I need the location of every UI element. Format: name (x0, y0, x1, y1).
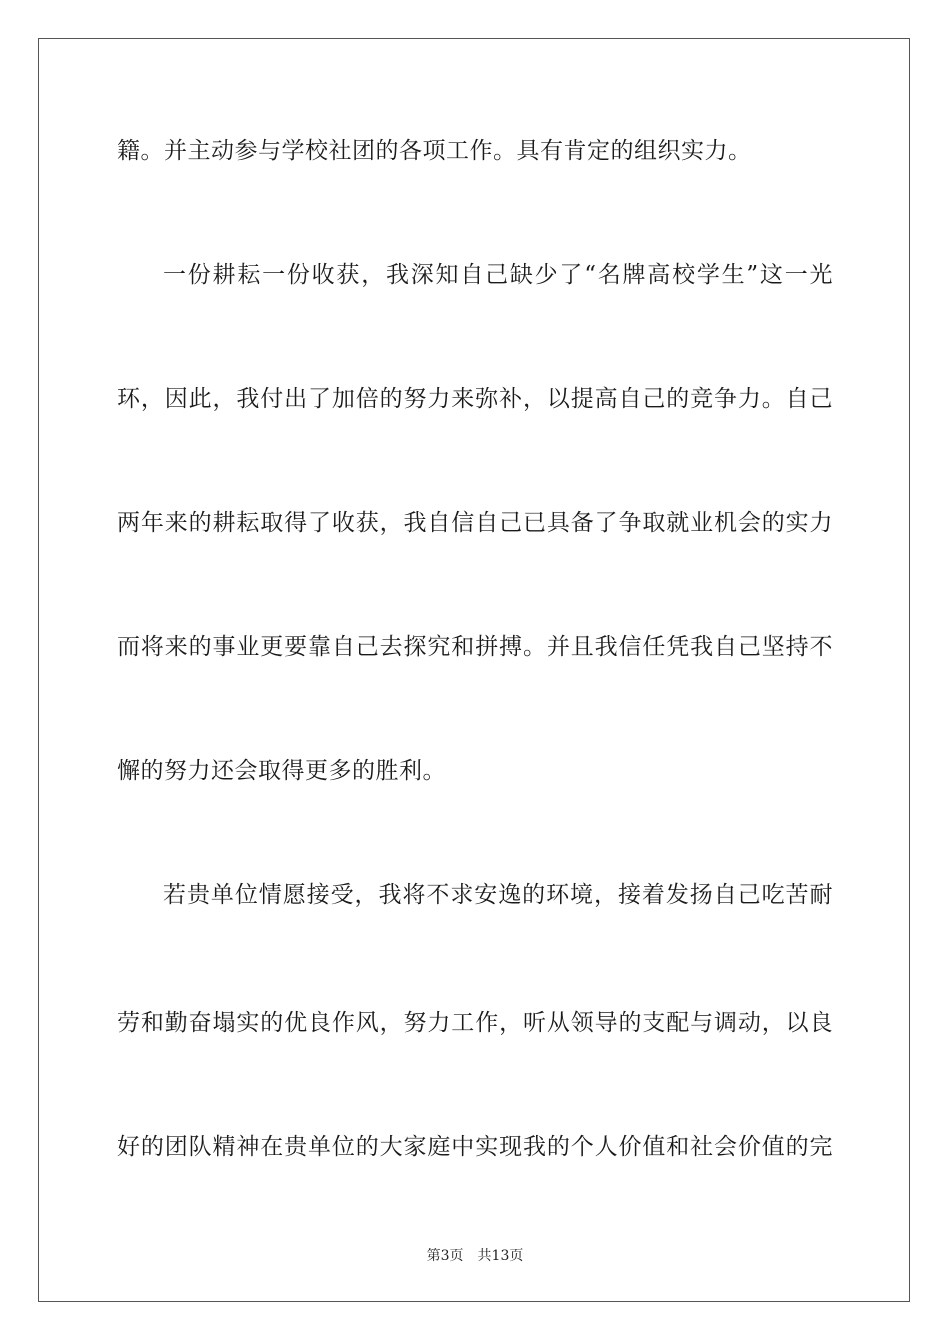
text-line: 两年来的耕耘取得了收获，我自信自己已具备了争取就业机会的实力 (117, 510, 833, 536)
paragraph-first-line: 一份耕耘一份收获，我深知自己缺少了“名牌高校学生”这一光 (163, 262, 833, 288)
page-total: 共13页 (477, 1248, 524, 1264)
text-line: 而将来的事业更要靠自己去探究和拼搏。并且我信任凭我自己坚持不 (117, 634, 833, 660)
page-footer (0, 1247, 950, 1265)
page-number: 第3页 (426, 1248, 464, 1264)
text-line: 好的团队精神在贵单位的大家庭中实现我的个人价值和社会价值的完 (117, 1134, 833, 1160)
text-line: 劳和勤奋塌实的优良作风，努力工作，听从领导的支配与调动，以良 (117, 1010, 833, 1036)
paragraph-first-line: 若贵单位情愿接受，我将不求安逸的环境，接着发扬自己吃苦耐 (163, 882, 833, 908)
text-line: 环，因此，我付出了加倍的努力来弥补，以提高自己的竞争力。自己 (117, 386, 833, 412)
text-line: 籍。并主动参与学校社团的各项工作。具有肯定的组织实力。 (117, 138, 752, 164)
text-line: 懈的努力还会取得更多的胜利。 (117, 758, 446, 784)
page-border (38, 38, 910, 1302)
